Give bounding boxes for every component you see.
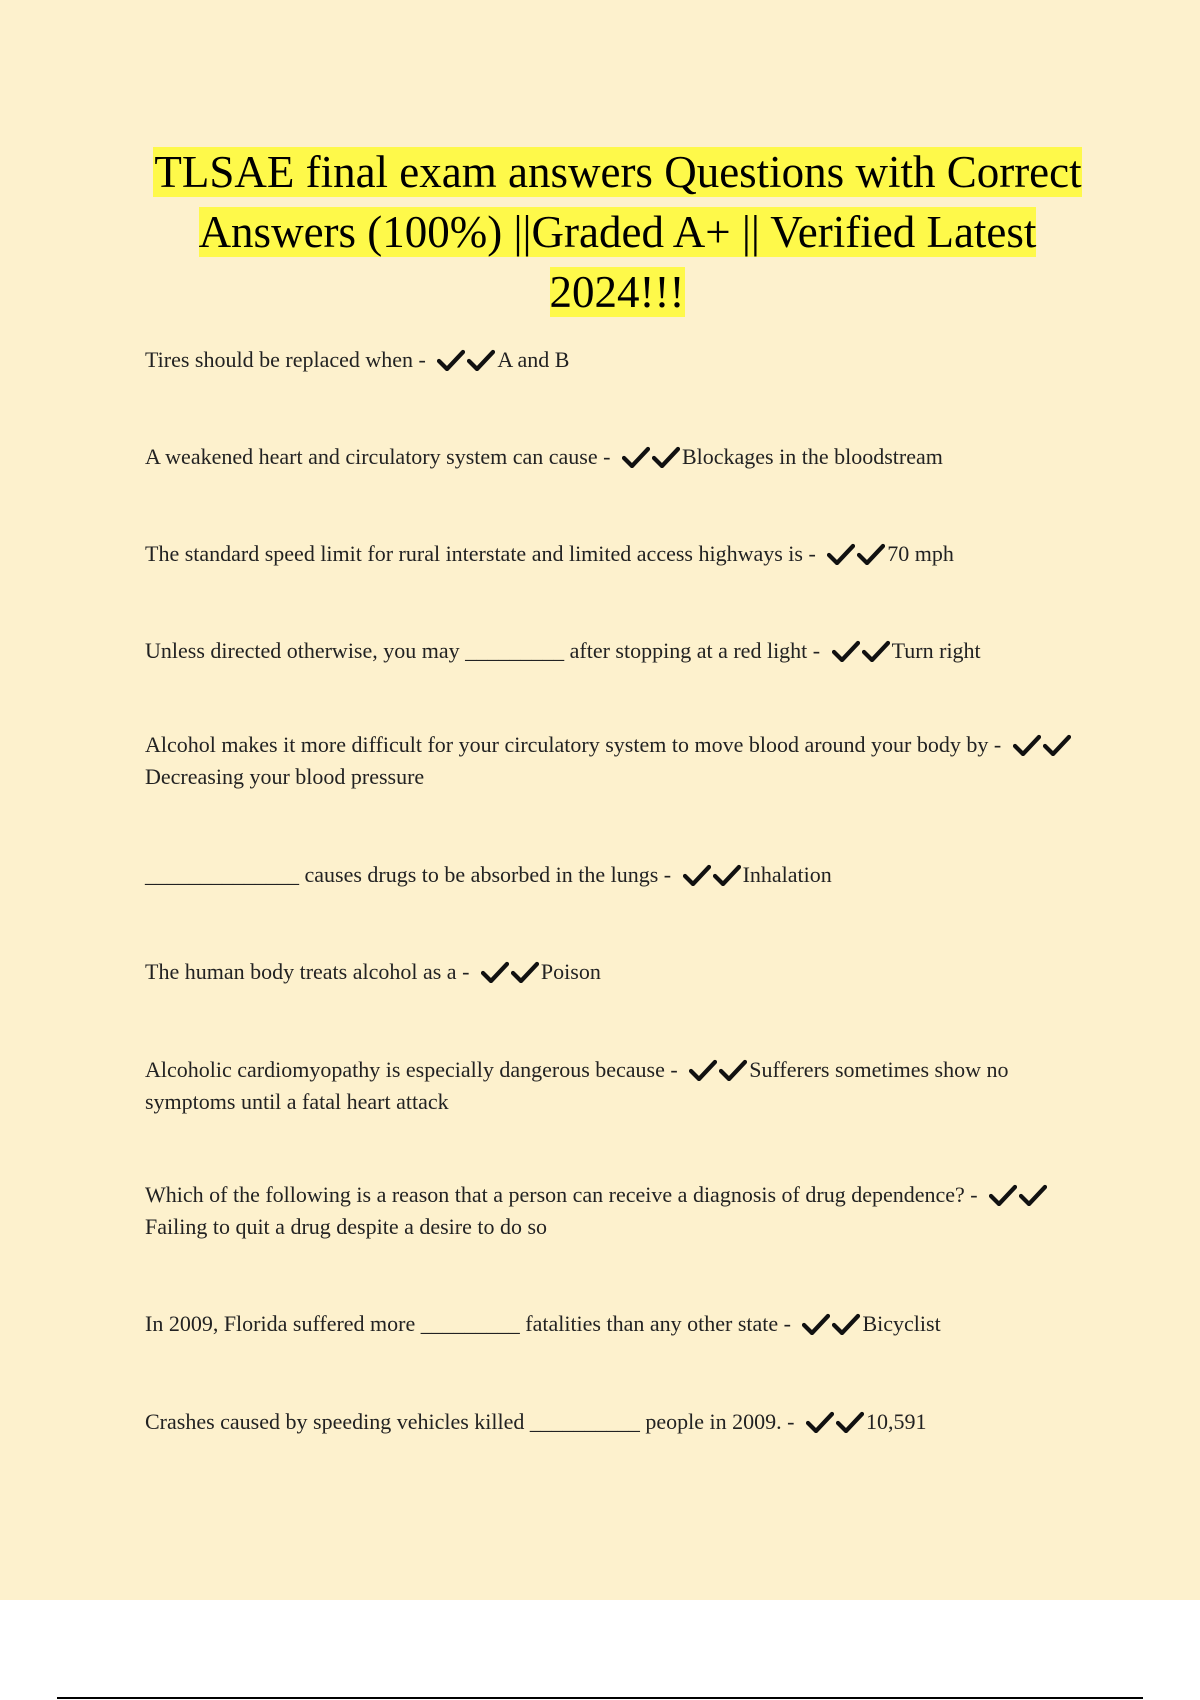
- double-checkmark-icon: [827, 543, 885, 565]
- double-checkmark-icon: [806, 1411, 864, 1433]
- double-checkmark-icon: [832, 640, 890, 662]
- page-title: TLSAE final exam answers Questions with Correct Answers (100%) ||Graded A+ || Verified Latest 2024!!!: [154, 147, 1082, 317]
- double-checkmark-icon: [622, 446, 680, 468]
- qa-item: Unless directed otherwise, you may _________ after stopping at a red light - Turn right: [145, 638, 981, 663]
- qa-item: Alcoholic cardiomyopathy is especially dangerous because - Sufferers sometimes show no symptoms until a fatal heart attack: [145, 1057, 1009, 1114]
- footer-divider: [57, 1697, 1143, 1699]
- double-checkmark-icon: [683, 864, 741, 886]
- qa-item: In 2009, Florida suffered more _________ fatalities than any other state - Bicyclist: [145, 1311, 941, 1336]
- double-checkmark-icon: [437, 349, 495, 371]
- qa-item: Tires should be replaced when - A and B: [145, 347, 570, 372]
- qa-item: Alcohol makes it more difficult for your circulatory system to move blood around your body by - Decreasing your blood pressure: [145, 729, 1090, 793]
- qa-item: The human body treats alcohol as a - Poison: [145, 959, 601, 984]
- double-checkmark-icon: [689, 1059, 747, 1081]
- double-checkmark-icon: [802, 1313, 860, 1335]
- double-checkmark-icon: [481, 961, 539, 983]
- qa-item: ______________ causes drugs to be absorbed in the lungs - Inhalation: [145, 862, 832, 887]
- qa-item: Crashes caused by speeding vehicles killed __________ people in 2009. - 10,591: [145, 1409, 927, 1434]
- double-checkmark-icon: [1013, 734, 1071, 756]
- double-checkmark-icon: [989, 1184, 1047, 1206]
- qa-item: A weakened heart and circulatory system can cause - Blockages in the bloodstream: [145, 444, 943, 469]
- qa-item: The standard speed limit for rural interstate and limited access highways is - 70 mph: [145, 541, 954, 566]
- qa-item: Which of the following is a reason that a person can receive a diagnosis of drug dependence? - Failing to quit a drug despite a desire to do so: [145, 1179, 1090, 1243]
